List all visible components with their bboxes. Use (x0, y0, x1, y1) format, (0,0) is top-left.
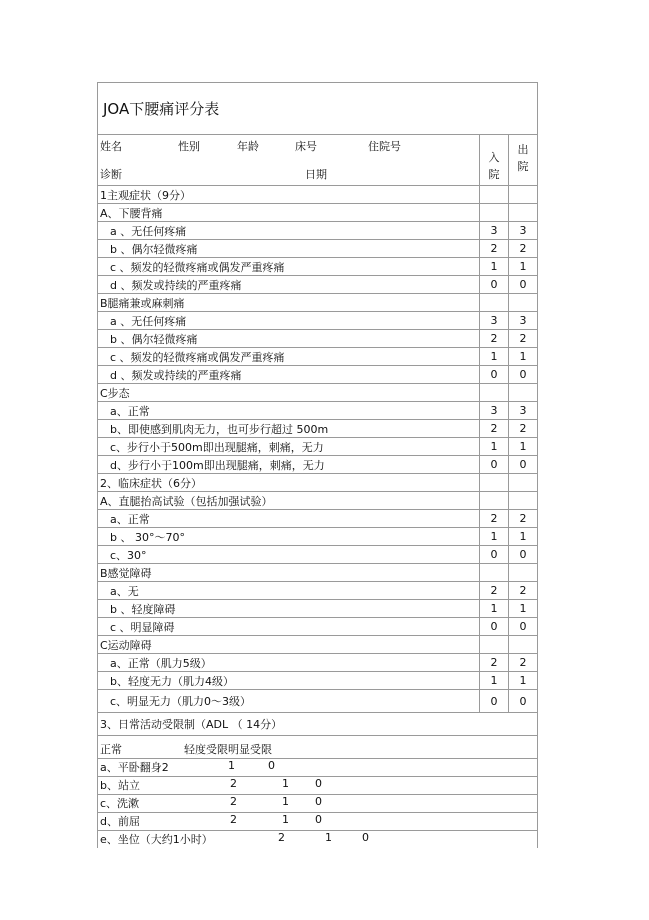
in-hospital-score: 2 (480, 510, 509, 528)
form-title: JOA下腰痛评分表 (98, 83, 538, 135)
score-row (98, 294, 538, 312)
out-hospital-score: 2 (509, 330, 538, 348)
option-label: c 、明显障碍 (98, 618, 480, 636)
score-row (98, 384, 538, 402)
in-hospital-score (480, 564, 509, 582)
option-label: c、步行小于500m即出现腿痛，刺痛，无力 (98, 438, 480, 456)
option-label: b、即使感到肌肉无力，也可步行超过 500m (98, 420, 480, 438)
score-row (98, 492, 538, 510)
option-label: c 、频发的轻微疼痛或偶发严重疼痛 (98, 348, 480, 366)
score-row (98, 258, 538, 276)
section-label: A、直腿抬高试验（包括加强试验） (98, 492, 480, 510)
in-hospital-score: 1 (480, 258, 509, 276)
adl-item-label: a、平卧翻身2 (100, 761, 169, 774)
option-label: a、正常（肌力5级） (98, 654, 480, 672)
adl-item-cell (98, 831, 538, 849)
out-hospital-score: 0 (509, 546, 538, 564)
option-label: d、步行小于100m即出现腿痛，刺痛，无力 (98, 456, 480, 474)
date-label: 日期 (305, 168, 327, 181)
score-row (98, 456, 538, 474)
in-hospital-score: 3 (480, 312, 509, 330)
in-hospital-score: 2 (480, 654, 509, 672)
option-label: b、轻度无力（肌力4级） (98, 672, 480, 690)
out-hospital-score (509, 636, 538, 654)
option-label: a、无 (98, 582, 480, 600)
score-row (98, 618, 538, 636)
age-label: 年龄 (237, 140, 259, 153)
adl-title-row (98, 713, 538, 736)
section-label: C步态 (98, 384, 480, 402)
score-row (98, 348, 538, 366)
out-col-char-1: 出 (517, 143, 529, 156)
adl-row (98, 777, 538, 795)
score-row (98, 186, 538, 204)
diagnosis-label: 诊断 (100, 168, 122, 181)
in-hospital-score: 0 (480, 276, 509, 294)
out-hospital-score: 0 (509, 618, 538, 636)
score-row (98, 240, 538, 258)
in-hospital-score: 2 (480, 330, 509, 348)
score-row (98, 420, 538, 438)
adl-score-normal: 2 (230, 813, 237, 826)
option-label: b 、 30°～70° (98, 528, 480, 546)
score-row (98, 330, 538, 348)
out-hospital-score: 1 (509, 438, 538, 456)
adl-item-label: b、站立 (100, 779, 140, 792)
adl-score-severe: 0 (315, 795, 322, 808)
out-hospital-header (509, 135, 538, 186)
score-row (98, 690, 538, 713)
section-label: 2、临床症状（6分） (98, 474, 480, 492)
score-row (98, 564, 538, 582)
adl-score-mild: 1 (282, 813, 289, 826)
score-row (98, 204, 538, 222)
adl-score-mild: 1 (282, 795, 289, 808)
score-row (98, 600, 538, 618)
out-hospital-score: 3 (509, 312, 538, 330)
adl-item-cell (98, 759, 538, 777)
adl-score-mild: 1 (325, 831, 332, 844)
score-row (98, 312, 538, 330)
in-col-char-1: 入 (488, 151, 500, 164)
out-hospital-score (509, 474, 538, 492)
score-row (98, 276, 538, 294)
score-row (98, 510, 538, 528)
option-label: c、明显无力（肌力0～3级） (98, 690, 480, 713)
adl-score-normal: 2 (230, 777, 237, 790)
in-hospital-score: 0 (480, 366, 509, 384)
adl-score-severe: 0 (315, 813, 322, 826)
out-hospital-score: 0 (509, 456, 538, 474)
option-label: b 、偶尔轻微疼痛 (98, 240, 480, 258)
out-hospital-score: 0 (509, 366, 538, 384)
in-hospital-score: 1 (480, 600, 509, 618)
out-hospital-score: 0 (509, 690, 538, 713)
out-hospital-score (509, 564, 538, 582)
section-label: B感觉障碍 (98, 564, 480, 582)
score-row (98, 366, 538, 384)
out-hospital-score: 2 (509, 582, 538, 600)
in-hospital-score: 1 (480, 438, 509, 456)
joa-score-table (97, 82, 538, 848)
score-row (98, 528, 538, 546)
in-hospital-score: 0 (480, 546, 509, 564)
in-hospital-score (480, 186, 509, 204)
adl-item-label: e、坐位（大约1小时） (100, 833, 213, 846)
adl-score-mild: 1 (228, 759, 235, 772)
title-row (98, 83, 538, 135)
adl-item-label: d、前屈 (100, 815, 140, 828)
name-label: 姓名 (100, 140, 122, 153)
in-hospital-score (480, 474, 509, 492)
section-label: B腿痛兼或麻刺痛 (98, 294, 480, 312)
adl-score-severe: 0 (268, 759, 275, 772)
adl-score-normal: 2 (230, 795, 237, 808)
in-hospital-score: 1 (480, 672, 509, 690)
out-hospital-score: 1 (509, 528, 538, 546)
option-label: b 、偶尔轻微疼痛 (98, 330, 480, 348)
out-hospital-score: 1 (509, 258, 538, 276)
section-label: 1主观症状（9分） (98, 186, 480, 204)
adl-item-label: c、洗漱 (100, 797, 140, 810)
in-hospital-header (480, 135, 509, 186)
score-row (98, 222, 538, 240)
score-row (98, 582, 538, 600)
in-hospital-score: 0 (480, 618, 509, 636)
out-col-char-2: 院 (517, 160, 529, 173)
adl-row (98, 831, 538, 849)
out-hospital-score: 2 (509, 420, 538, 438)
score-row (98, 402, 538, 420)
in-hospital-score: 1 (480, 348, 509, 366)
sex-label: 性别 (178, 140, 200, 153)
out-hospital-score (509, 204, 538, 222)
score-row (98, 636, 538, 654)
out-hospital-score: 1 (509, 348, 538, 366)
adl-title: 3、日常活动受限制（ADL （ 14分） (98, 713, 538, 736)
adl-score-severe: 0 (315, 777, 322, 790)
out-hospital-score: 3 (509, 222, 538, 240)
patient-info-cell (98, 135, 480, 186)
out-hospital-score: 2 (509, 240, 538, 258)
header-row (98, 135, 538, 186)
in-hospital-score: 2 (480, 420, 509, 438)
in-hospital-score: 0 (480, 456, 509, 474)
section-label: A、下腰背痛 (98, 204, 480, 222)
adl-score-severe: 0 (362, 831, 369, 844)
option-label: d 、频发或持续的严重疼痛 (98, 276, 480, 294)
in-hospital-score: 3 (480, 402, 509, 420)
out-hospital-score (509, 384, 538, 402)
out-hospital-score: 3 (509, 402, 538, 420)
out-hospital-score (509, 492, 538, 510)
in-hospital-score (480, 636, 509, 654)
in-hospital-score: 0 (480, 690, 509, 713)
option-label: a 、无任何疼痛 (98, 312, 480, 330)
in-hospital-score (480, 384, 509, 402)
in-hospital-score (480, 492, 509, 510)
option-label: a 、无任何疼痛 (98, 222, 480, 240)
adl-limited-label: 轻度受限明显受限 (184, 743, 272, 756)
bed-label: 床号 (295, 140, 317, 153)
score-row (98, 546, 538, 564)
admission-no-label: 住院号 (368, 140, 401, 153)
adl-row (98, 813, 538, 831)
option-label: c、30° (98, 546, 480, 564)
option-label: d 、频发或持续的严重疼痛 (98, 366, 480, 384)
in-hospital-score: 1 (480, 528, 509, 546)
option-label: a、正常 (98, 510, 480, 528)
out-hospital-score: 1 (509, 600, 538, 618)
out-hospital-score: 1 (509, 672, 538, 690)
in-hospital-score (480, 294, 509, 312)
adl-score-mild: 1 (282, 777, 289, 790)
in-hospital-score: 2 (480, 240, 509, 258)
out-hospital-score: 2 (509, 510, 538, 528)
out-hospital-score (509, 186, 538, 204)
score-row (98, 654, 538, 672)
adl-item-cell (98, 795, 538, 813)
adl-item-cell (98, 777, 538, 795)
score-row (98, 672, 538, 690)
adl-normal-label: 正常 (100, 743, 122, 756)
out-hospital-score: 2 (509, 654, 538, 672)
out-hospital-score (509, 294, 538, 312)
option-label: a、正常 (98, 402, 480, 420)
in-col-char-2: 院 (488, 168, 500, 181)
adl-item-cell (98, 813, 538, 831)
in-hospital-score (480, 204, 509, 222)
section-label: C运动障碍 (98, 636, 480, 654)
adl-row (98, 795, 538, 813)
option-label: c 、频发的轻微疼痛或偶发严重疼痛 (98, 258, 480, 276)
adl-header-row (98, 736, 538, 759)
adl-score-normal: 2 (278, 831, 285, 844)
adl-header-cell (98, 736, 538, 759)
adl-row (98, 759, 538, 777)
score-row (98, 438, 538, 456)
option-label: b 、轻度障碍 (98, 600, 480, 618)
out-hospital-score: 0 (509, 276, 538, 294)
score-row (98, 474, 538, 492)
in-hospital-score: 2 (480, 582, 509, 600)
in-hospital-score: 3 (480, 222, 509, 240)
